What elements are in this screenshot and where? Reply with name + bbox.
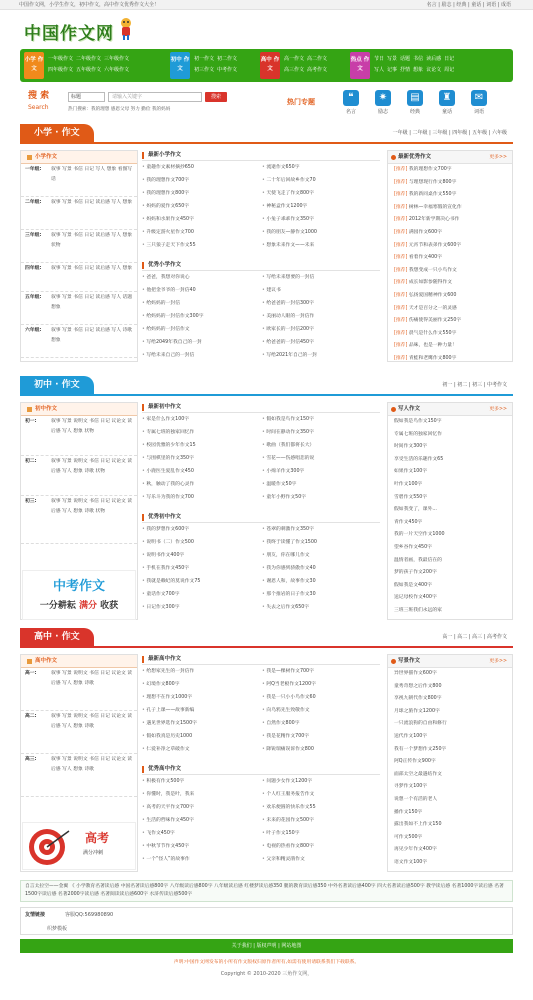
article-link[interactable]: [推荐] 我的新同桌作文550字 bbox=[394, 192, 457, 198]
grade-links[interactable]: 叙事 写景 说明文 书信 日记 议论文 读后感 写人 想象 诗歌 bbox=[51, 757, 133, 772]
article-link[interactable]: 望乡谷作文450字 bbox=[394, 544, 432, 550]
article-link[interactable]: • 理想不在作文1000字 bbox=[142, 693, 254, 704]
grade-row bbox=[21, 292, 137, 325]
article-link[interactable]: 我有一个梦想作文250字 bbox=[394, 746, 447, 752]
article-link[interactable]: [推荐] 元宵节和表弟作文600字 bbox=[394, 242, 462, 248]
friend-links-head: 友情链接 bbox=[25, 912, 46, 918]
grade-label[interactable]: 六年级: bbox=[25, 328, 42, 333]
article-link[interactable]: • 雪花——伤感唱悲的说 bbox=[262, 454, 374, 465]
article-link[interactable]: • 我的梦想作文600字 bbox=[142, 525, 254, 536]
article-link[interactable]: 享受生活的乐趣作文65 bbox=[394, 456, 444, 462]
search-type-select[interactable]: 标题 bbox=[68, 92, 105, 102]
article-link[interactable]: 时间作文300字 bbox=[394, 444, 428, 450]
article-link[interactable]: 享视九朝代作文800字 bbox=[394, 696, 442, 702]
section-right-panel bbox=[387, 402, 513, 620]
article-link[interactable]: • 我是花精作文700字 bbox=[262, 732, 374, 743]
grade-row bbox=[21, 164, 137, 197]
article-link[interactable]: • 向乌鸦先生致敬作文 bbox=[262, 706, 374, 717]
article-link[interactable]: • 写给未来想要的一封信 bbox=[262, 273, 374, 284]
article-link[interactable]: • 我的朋友—静作文1000 bbox=[262, 228, 374, 239]
article-link[interactable]: • 欧家长的一封信200字 bbox=[262, 325, 374, 336]
article-link[interactable]: • 童年小野作文50字 bbox=[262, 493, 374, 504]
article-link[interactable]: 我的一片天空作文1000 bbox=[394, 532, 445, 538]
grade-label[interactable]: 高二: bbox=[25, 714, 37, 719]
section-bar bbox=[20, 376, 513, 396]
grade-label[interactable]: 高一: bbox=[25, 671, 37, 676]
section-title[interactable]: 小学 · 作文 bbox=[20, 124, 94, 142]
article-link[interactable]: • 降锐瑞痛误诉作文800 bbox=[262, 745, 374, 756]
article-link[interactable]: • 失去之后作文650字 bbox=[262, 603, 374, 614]
more-link[interactable]: 更多>> bbox=[489, 659, 507, 664]
article-link[interactable]: • 苍翠的刺激作文350字 bbox=[262, 525, 374, 536]
service-qq: 客服QQ:569980890 bbox=[65, 912, 114, 918]
article-link[interactable]: • 父亲和精灵鹃作文 bbox=[262, 855, 374, 866]
article-link[interactable]: [推荐] 我的理想作文700字 bbox=[394, 167, 452, 172]
article-link[interactable]: • 与围棋里的作文350字 bbox=[142, 454, 254, 465]
article-link[interactable]: 送记母校作文400字 bbox=[394, 595, 437, 601]
search-label: 搜 索 bbox=[28, 91, 50, 101]
article-link[interactable]: • 想象未来作文——未来 bbox=[262, 241, 374, 252]
article-link[interactable]: 青作文450字 bbox=[394, 519, 423, 525]
nav-tag-senior[interactable]: 高中 作文 bbox=[260, 52, 280, 79]
article-link[interactable]: • 温暖作文50字 bbox=[262, 480, 374, 491]
article-link[interactable]: • 遇见世界选作文1500字 bbox=[142, 719, 254, 730]
article-link[interactable]: 露出我如不上作文150 bbox=[394, 822, 442, 828]
article-link[interactable]: 温情者画，我最信在的 bbox=[394, 557, 442, 563]
article-link[interactable]: [推荐] 青蛙和老鹰作文800字 bbox=[394, 355, 457, 361]
article-link[interactable]: 专属七班的独家回忆作 bbox=[394, 431, 442, 437]
nav-links-junior[interactable]: 初一作文 初二作文 初三作文 中考作文 bbox=[194, 56, 238, 73]
nav-group-junior bbox=[170, 52, 254, 79]
article-link[interactable]: • 写给2049年我自己的一封 bbox=[142, 338, 254, 349]
section-bar bbox=[20, 124, 513, 144]
nav-tag-junior[interactable]: 初中 作文 bbox=[170, 52, 190, 79]
article-link[interactable]: • 给妈妈的一封信作文300字 bbox=[142, 312, 254, 323]
top-bar bbox=[0, 0, 533, 10]
article-link[interactable]: • 积极有作文500字 bbox=[142, 777, 254, 788]
article-link[interactable]: • 三只狼子走天下作文55 bbox=[142, 241, 254, 252]
section-right-panel bbox=[387, 150, 513, 362]
mid-list-head: 优秀小学作文 bbox=[142, 260, 380, 271]
search-label-en: Search bbox=[28, 104, 49, 111]
article-link[interactable]: • 小鹿医生爱乱作文450 bbox=[142, 467, 254, 478]
article-link[interactable]: • 歌曲（我们都将长大） bbox=[262, 441, 374, 452]
grade-label[interactable]: 初一: bbox=[25, 419, 37, 424]
article-link[interactable]: • 升级定游火星作文700 bbox=[142, 228, 254, 239]
grade-label[interactable]: 三年级: bbox=[25, 233, 42, 238]
article-link[interactable]: [推荐] 成长如影参随得作文 bbox=[394, 280, 453, 286]
article-link[interactable]: 三班三班我们永远的家 bbox=[394, 607, 442, 613]
grade-row bbox=[21, 197, 137, 230]
chat-icon[interactable]: ✉ 词语 bbox=[468, 90, 490, 115]
article-link[interactable]: 假如我变了，课外... bbox=[394, 507, 437, 513]
article-link[interactable]: • 妈妈的爱作文650字 bbox=[142, 202, 254, 213]
section-grade-links[interactable]: 一年级 | 二年级 | 三年级 | 四年级 | 五年级 | 六年级 bbox=[392, 130, 507, 136]
article-link[interactable]: 异世界描作文600字 bbox=[394, 671, 437, 676]
nav-group-primary bbox=[24, 52, 164, 79]
grade-links[interactable]: 叙事 写景 书信 日记 读后感 写人 想象 bbox=[51, 200, 133, 205]
article-link[interactable]: • 阿Q当老板作文1200字 bbox=[262, 680, 374, 691]
article-link[interactable]: 语文作文100字 bbox=[394, 859, 428, 865]
article-link[interactable]: 梦的孩子作文200字 bbox=[394, 570, 437, 576]
article-link[interactable]: • 你懂时，我是叶，我来 bbox=[142, 790, 254, 801]
left-panel-head: 初中作文 bbox=[21, 403, 137, 416]
bottom-links[interactable]: 自言太拉空——金翼 《 小学教育名著读后感 中国名著读后感800字 八年级读后感800字 八年级读后感 红楼梦读后感350 腿的教育读后感350 中外名著读后感400字 四大名著读后感500字 教学读后感 名著1000字读后感 名著1500字读后感 名著2000字读后感 名著阅读读后感600字 水浒传读后感500字 bbox=[20, 880, 513, 902]
grade-row bbox=[21, 754, 137, 797]
article-link[interactable]: • 手机在我作文450字 bbox=[142, 564, 254, 575]
friend-link[interactable]: 织梦模板 bbox=[47, 926, 68, 932]
article-link[interactable]: • 仁爱补净之草破作文 bbox=[142, 745, 254, 756]
article-link[interactable]: • 建议书 bbox=[262, 286, 374, 297]
article-link[interactable]: 面部太空之最遇结作文 bbox=[394, 771, 442, 777]
nav-group-hot bbox=[350, 52, 510, 79]
article-link[interactable]: [推荐] 伤痛使得美丽作文250字 bbox=[394, 318, 462, 324]
article-link[interactable]: • 童趣作文素材摘抄650 bbox=[142, 163, 254, 174]
friend-links bbox=[20, 907, 513, 935]
flame-icon[interactable]: ✷ 励志 bbox=[372, 90, 394, 115]
search-button[interactable]: 搜索 bbox=[205, 92, 227, 102]
grade-row bbox=[21, 668, 137, 711]
article-link[interactable]: • 流逝作文650字 bbox=[262, 163, 374, 174]
article-link[interactable]: • 我的理想作文800字 bbox=[142, 189, 254, 200]
grade-label[interactable]: 四年级: bbox=[25, 266, 42, 271]
grade-links[interactable]: 叙事 写景 说明文 书信 日记 议论文 读后感 写人 想象 诗歌 状物 bbox=[51, 459, 133, 474]
grade-row bbox=[21, 711, 137, 754]
more-link[interactable]: 更多>> bbox=[489, 155, 507, 160]
article-link[interactable]: • 二十年后回故乡作文70 bbox=[262, 176, 374, 187]
article-link[interactable]: • 一个“怪人”的故事作 bbox=[142, 855, 254, 866]
article-link[interactable]: • 飞作文450字 bbox=[142, 829, 254, 840]
article-link[interactable]: [推荐] 弘扬爱国精神作文600 bbox=[394, 292, 457, 298]
article-link[interactable]: 说想一个有活的老人 bbox=[394, 796, 438, 802]
article-link[interactable]: 播作文150字 bbox=[394, 809, 423, 815]
article-link[interactable]: [推荐] 看着作文400字 bbox=[394, 255, 443, 261]
article-link[interactable]: 假如我是文400字 bbox=[394, 582, 432, 588]
nav-links-hot[interactable]: 节日 写景 话题 书信 读后感 日记 写人 记事 抒情 想象 议论文 周记 bbox=[374, 56, 455, 73]
article-link[interactable]: • 电视的热看作文800字 bbox=[262, 842, 374, 853]
grade-links[interactable]: 叙事 写景 书信 日记 读后感 写人 话题 想象 bbox=[51, 295, 133, 310]
article-link[interactable]: • 个人红王服务报告作文 bbox=[262, 790, 374, 801]
article-link[interactable]: [推荐] 与理想现行作文800字 bbox=[394, 179, 457, 185]
article-link[interactable]: • 时间在静动作文350字 bbox=[262, 428, 374, 439]
section-right-panel bbox=[387, 654, 513, 872]
article-link[interactable]: • 我是一只小小鸟作文60 bbox=[262, 693, 374, 704]
article-link[interactable]: • 给爸爸的一封信450字 bbox=[262, 338, 374, 349]
article-link[interactable]: • 给爸爸的一封信300字 bbox=[262, 299, 374, 310]
article-link[interactable]: [推荐] 天才是百分之一的灵感 bbox=[394, 305, 457, 311]
site-tagline: 中国作文网，小学生作文，初中作文，高中作文优秀作文大全！ bbox=[19, 2, 160, 8]
zhongkao-banner[interactable]: 中考作文 一分耕耘 满分 收获 bbox=[22, 570, 136, 620]
section-grade-links[interactable]: 高一 | 高二 | 高三 | 高考作文 bbox=[442, 634, 507, 640]
article-link[interactable]: [推荐] 我想变成一只小鸟作文 bbox=[394, 267, 457, 273]
article-link[interactable]: • 我为你感到骄傲作文40 bbox=[262, 564, 374, 575]
castle-icon[interactable]: ♜ 童话 bbox=[436, 90, 458, 115]
article-link[interactable]: • 秋，触动了我的心灵作 bbox=[142, 480, 254, 491]
article-link[interactable]: • 我是—棵树作文700字 bbox=[262, 667, 374, 678]
article-link[interactable]: 雪碧作文550字 bbox=[394, 494, 428, 500]
hot-special-title: 热门专题 bbox=[287, 98, 315, 106]
grade-row bbox=[21, 325, 137, 358]
section-left-panel bbox=[20, 150, 138, 362]
hot-search-links[interactable]: 热门搜索：我的理想 感恩父母 努力 勤俭 我的妈妈 bbox=[68, 107, 171, 112]
footer-notice: 声明:中国作文网发布的小所有作文版权归原作者所有,如需有使用请联系我们下载联系。 bbox=[173, 960, 360, 965]
article-link[interactable]: 假如我是鸟作文150字 bbox=[394, 419, 442, 424]
site-logo[interactable] bbox=[20, 13, 140, 47]
article-link[interactable]: • 叶子作文150字 bbox=[262, 829, 374, 840]
main-nav bbox=[20, 49, 513, 82]
mid-list-head: 优秀初中作文 bbox=[142, 512, 380, 523]
article-link[interactable]: • 孔子上课——故事新编 bbox=[142, 706, 254, 717]
logo-text: 中国作文网 bbox=[24, 24, 114, 44]
mid-list-head: 最新初中作文 bbox=[142, 402, 380, 413]
article-link[interactable]: 一只流浪狗的自由和修行 bbox=[394, 721, 447, 727]
grade-links[interactable]: 叙事 写景 书信 日记 读后感 写人 想象 状物 bbox=[51, 233, 133, 248]
article-link[interactable]: • 假如我真是历史1000 bbox=[142, 732, 254, 743]
article-link[interactable]: [推荐] 品味，也是一种力量！ bbox=[394, 343, 457, 349]
mid-list-head: 最新高中作文 bbox=[142, 654, 380, 665]
right-panel-head: 写人作文 更多>> bbox=[388, 403, 512, 416]
article-link[interactable]: • 谢恩人和，故事作文30 bbox=[262, 577, 374, 588]
nav-tag-hot[interactable]: 热点 作文 bbox=[350, 52, 370, 79]
article-link[interactable]: • 生活的哲味作文450字 bbox=[142, 816, 254, 827]
mid-list-head: 最新小学作文 bbox=[142, 150, 380, 161]
article-link[interactable]: • 家是什么作文100字 bbox=[142, 415, 254, 426]
more-link[interactable]: 更多>> bbox=[489, 407, 507, 412]
grade-label[interactable]: 一年级: bbox=[25, 167, 42, 172]
grade-label[interactable]: 初三: bbox=[25, 499, 37, 504]
right-panel-head: 写景作文 更多>> bbox=[388, 655, 512, 668]
article-link[interactable]: • 我就是赖纪的莫说作文75 bbox=[142, 577, 254, 588]
section-mid-panel bbox=[142, 654, 380, 872]
article-link[interactable]: • 小绵羊作文300字 bbox=[262, 467, 374, 478]
book-icon[interactable]: ▤ 经典 bbox=[404, 90, 426, 115]
grade-links[interactable]: 叙事 写景 说明文 书信 日记 议论文 读后感 写人 想象 状物 bbox=[51, 419, 133, 434]
article-link[interactable]: • 那个推岩的日子作文30 bbox=[262, 590, 374, 601]
mid-list-head: 优秀高中作文 bbox=[142, 764, 380, 775]
article-link[interactable]: • 给想家先生的一封信作 bbox=[142, 667, 254, 678]
footer-links[interactable]: 关于我们 | 版权声明 | 网站地图 bbox=[20, 939, 513, 953]
article-link[interactable]: 月球之旅作文1200字 bbox=[394, 708, 440, 714]
grade-label[interactable]: 高三: bbox=[25, 757, 37, 762]
grade-label[interactable]: 初二: bbox=[25, 459, 37, 464]
quote-icon[interactable]: ❝ 名言 bbox=[340, 90, 362, 115]
top-links[interactable]: 名言 | 励志 | 经典 | 童话 | 词语 | 成语 bbox=[426, 2, 511, 8]
article-link[interactable]: • 专属七班的独家回忆作 bbox=[142, 428, 254, 439]
mascot-icon bbox=[118, 17, 134, 41]
article-link[interactable]: [推荐] 2012年新学期决心书作 bbox=[394, 217, 460, 223]
article-link[interactable]: • 我的理想作文700字 bbox=[142, 176, 254, 187]
article-link[interactable]: • 未来的花园作文500字 bbox=[262, 816, 374, 827]
grade-links[interactable]: 叙事 写景 书信 日记 写人 想象 看图写话 bbox=[51, 167, 133, 182]
article-link[interactable]: • 美丽动人眼的一封信作 bbox=[262, 312, 374, 323]
article-link[interactable]: • 自然作文800字 bbox=[262, 719, 374, 730]
article-link[interactable]: 阿Q正传作文900字 bbox=[394, 759, 436, 765]
article-link[interactable]: • 幻境作文800字 bbox=[142, 680, 254, 691]
article-link[interactable]: • 写给2021年自己的一封 bbox=[262, 351, 374, 362]
target-icon bbox=[27, 827, 71, 867]
article-link[interactable]: • 说明书（二）作文500 bbox=[142, 538, 254, 549]
article-link[interactable]: • 假如我是鸟作文150字 bbox=[262, 415, 374, 426]
search-input[interactable]: 请输入关键字 bbox=[108, 92, 202, 102]
article-link[interactable]: • 爸爸，我想对你说心 bbox=[142, 273, 254, 284]
article-link[interactable]: [推荐] 树林—幸福寒假的宣化作 bbox=[394, 204, 462, 210]
nav-links-primary[interactable]: 一年级作文 二年级作文 三年级作文 四年级作文 五年级作文 六年级作文 bbox=[48, 56, 130, 73]
section-title[interactable]: 初中 · 作文 bbox=[20, 376, 94, 394]
article-link[interactable]: • 写乐斗为我的作文700 bbox=[142, 493, 254, 504]
article-link[interactable]: • 中秋节节作文450字 bbox=[142, 842, 254, 853]
article-link[interactable]: • 问题少女作文1200字 bbox=[262, 777, 374, 788]
grade-links[interactable]: 叙事 写景 书信 日记 读后感 写人 诗歌 想象 bbox=[51, 328, 133, 343]
article-link[interactable]: • 欢乐便圆的快乐作文55 bbox=[262, 803, 374, 814]
section-mid-panel bbox=[142, 402, 380, 620]
article-link[interactable]: • 校园优雅的少年作文15 bbox=[142, 441, 254, 452]
grade-links[interactable]: 叙事 写景 说明文 书信 日记 议论文 读后感 写人 想象 诗歌 bbox=[51, 671, 133, 686]
article-link[interactable]: 童秀奇想之后作文800 bbox=[394, 683, 442, 689]
article-link[interactable]: • 日记作文300字 bbox=[142, 603, 254, 614]
article-link[interactable]: 再见少年作文400字 bbox=[394, 847, 437, 853]
article-link[interactable]: • 我终于读懂了作文1500 bbox=[262, 538, 374, 549]
gaokao-banner[interactable]: 高考 满分冲刺 bbox=[22, 822, 136, 870]
article-link[interactable]: • 朋友，你在哪儿作文 bbox=[262, 551, 374, 562]
section-title[interactable]: 高中 · 作文 bbox=[20, 628, 94, 646]
article-link[interactable]: • 天使飞走了作文800字 bbox=[262, 189, 374, 200]
search-row bbox=[20, 87, 513, 117]
grade-row bbox=[21, 416, 137, 456]
grade-links[interactable]: 叙事 写景 说明文 书信 日记 议论文 读后感 写人 想象 诗歌 bbox=[51, 714, 133, 729]
grade-row bbox=[21, 456, 137, 496]
nav-links-senior[interactable]: 高一作文 高二作文 高三作文 高考作文 bbox=[284, 56, 328, 73]
grade-label[interactable]: 五年级: bbox=[25, 295, 42, 300]
article-link[interactable]: • 他把金爷爷的一封信40 bbox=[142, 286, 254, 297]
left-panel-head: 高中作文 bbox=[21, 655, 137, 668]
right-panel-head: 最新优秀作文 更多>> bbox=[388, 151, 512, 164]
article-link[interactable]: • 给妈妈的一封信作文 bbox=[142, 325, 254, 336]
article-link[interactable]: • 妈妈和水果作文450字 bbox=[142, 215, 254, 226]
article-link[interactable]: 寻梦作文100字 bbox=[394, 784, 428, 790]
article-link[interactable]: 叶作文100字 bbox=[394, 481, 423, 487]
article-link[interactable]: 可作文500字 bbox=[394, 834, 423, 840]
article-link[interactable]: [推荐] 满园作文600字 bbox=[394, 229, 443, 235]
article-link[interactable]: • 小兔子乖乖作文350字 bbox=[262, 215, 374, 226]
section-mid-panel bbox=[142, 150, 380, 362]
section-bar bbox=[20, 628, 513, 648]
grade-links[interactable]: 叙事 写景 说明文 书信 日记 议论文 读后感 写人 想象 诗歌 状物 bbox=[51, 499, 133, 514]
article-link[interactable]: [推荐] 晨气是什么作文550字 bbox=[394, 330, 457, 336]
article-link[interactable]: • 写给未来自己的一封信 bbox=[142, 351, 254, 362]
nav-tag-primary[interactable]: 小学 作文 bbox=[24, 52, 44, 79]
article-link[interactable]: • 神秘盒作文1200字 bbox=[262, 202, 374, 213]
nav-group-senior bbox=[260, 52, 344, 79]
article-link[interactable]: • 童话作文700字 bbox=[142, 590, 254, 601]
footer-copyright: Copyright © 2010-2020 三角作文网， bbox=[220, 971, 313, 977]
article-link[interactable]: • 高考的天平作文700字 bbox=[142, 803, 254, 814]
left-panel-head: 小学作文 bbox=[21, 151, 137, 164]
article-link[interactable]: 送代作文100字 bbox=[394, 733, 428, 739]
section-grade-links[interactable]: 初一 | 初二 | 初三 | 中考作文 bbox=[442, 382, 507, 388]
article-link[interactable]: 如果作文100字 bbox=[394, 469, 428, 475]
grade-links[interactable]: 叙事 写景 书信 日记 读后感 写人 想象 bbox=[51, 266, 133, 271]
grade-row bbox=[21, 496, 137, 544]
grade-row bbox=[21, 263, 137, 292]
article-link[interactable]: • 说明书作文400字 bbox=[142, 551, 254, 562]
grade-label[interactable]: 二年级: bbox=[25, 200, 42, 205]
article-link[interactable]: • 给妈妈的一封信 bbox=[142, 299, 254, 310]
grade-row bbox=[21, 230, 137, 263]
